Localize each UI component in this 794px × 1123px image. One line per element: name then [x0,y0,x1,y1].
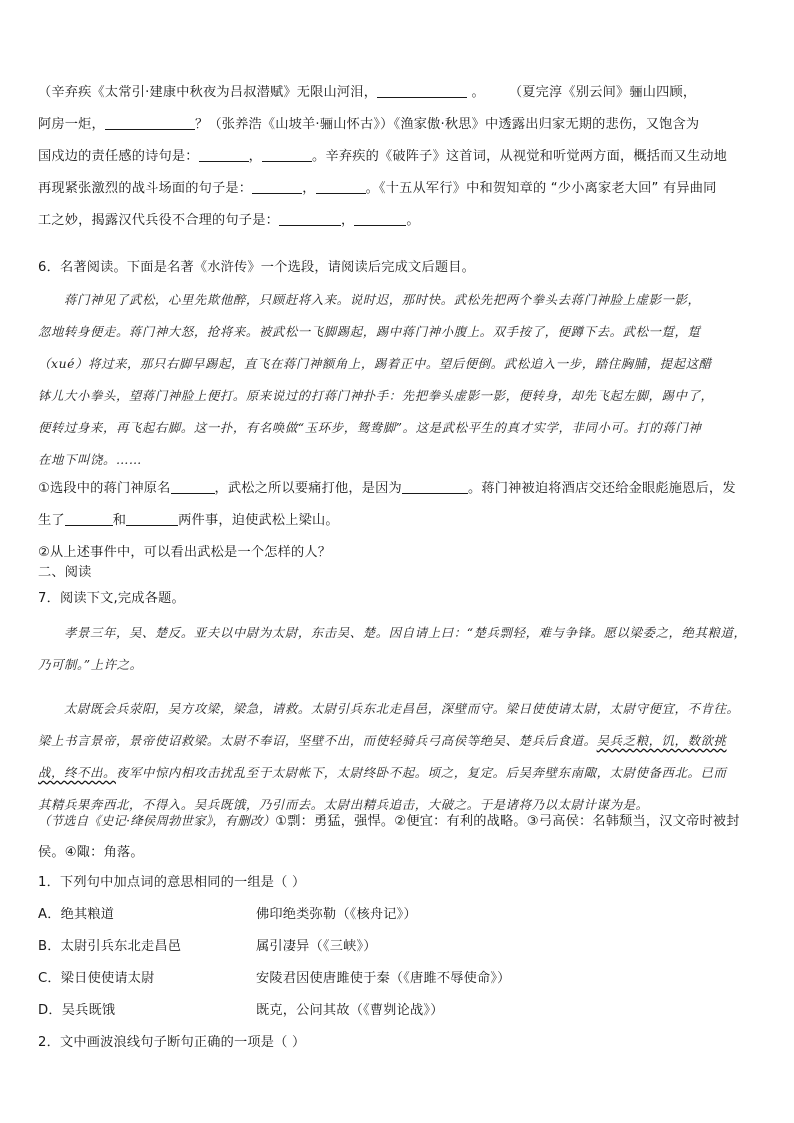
q6-sub-question-1-cont: 生了 和 两件事，迫使武松上梁山。 [38,513,339,528]
answer-blank[interactable] [279,213,341,226]
sub-question-2: 2．文中画波浪线句子断句正确的一项是（ ） [38,1035,306,1050]
wavy-underlined-sentence: 吴兵乏粮，饥，数欲挑 [596,733,727,748]
answer-blank[interactable] [65,513,113,526]
q5-line-4: 再现紧张激烈的战斗场面的句子是： ， 。《十五从军行》中和贺知章的 “少小离家老大回” 有异曲同 [38,181,717,196]
q5-line-1 [38,77,758,109]
answer-blank[interactable] [199,149,249,162]
passage-line: 乃可制。”上许之。 [38,657,143,672]
q5-block [38,77,758,237]
passage-line: （xué）将过来，那只右脚早踢起，直飞在蒋门神额角上，踢着正中。望后便倒。武松追入一步，踏住胸脯，提起这醋 [38,356,712,371]
q6-sub-question-1: ①选段中的蒋门神原名 ，武松之所以要痛打他，是因为 。蒋门神被迫将酒店交还给金眼彪施恩后，发 [38,481,736,496]
passage-line: 便转过身来，再飞起右脚。这一扑，有名唤做“玉环步，鸳鸯脚”。这是武松平生的真才实学，非同小可。打的蒋门神 [38,420,702,435]
answer-blank[interactable] [126,513,178,526]
q5-line-3: 国戍边的责任感的诗句是： ， 。辛弃疾的《破阵子》这首词，从视觉和听觉两方面，概括而又生动地 [38,149,728,164]
note-text: ①剽：勇猛，强悍。②便宜：有利的战略。③弓高侯：名韩颓当，汉文帝时被封 [275,814,740,829]
q5-line-5: 工之妙，揭露汉代兵役不合理的句子是： ， 。 [38,213,420,228]
q5-period: 。 [471,85,485,100]
q6-title: 6．名著阅读。下面是名著《水浒传》一个选段，请阅读后完成文后题目。 [38,260,475,275]
answer-blank[interactable] [262,149,312,162]
answer-blank[interactable] [354,213,406,226]
passage-line: 梁上书言景帝，景帝使诏救梁。太尉不奉诏，坚壁不出，而使轻骑兵弓高侯等绝吴、楚兵后食道。吴兵乏粮，饥，数欲挑 [38,733,727,748]
q5-source-2: （夏完淳《别云间》骊山四顾， [508,85,697,100]
answer-blank[interactable] [171,481,215,494]
q7-notes [38,805,758,869]
q7-title: 7．阅读下文,完成各题。 [38,591,185,606]
passage-line: 蒋门神见了武松，心里先欺他醉，只顾赶将入来。说时迟，那时快。武松先把两个拳头去蒋门神脸上虚影一影， [64,292,701,307]
answer-blank[interactable] [252,181,302,194]
passage-line: 太尉既会兵荥阳，吴方攻梁，梁急，请救。太尉引兵东北走昌邑，深壁而守。梁日使使请太尉，太尉守便宜，不肯往。 [64,701,740,716]
option-b[interactable]: B．太尉引兵东北走昌邑 属引凄异（《三峡》） [38,939,377,954]
answer-blank[interactable] [316,181,366,194]
passage-line: 在地下叫饶。…… [38,452,142,467]
passage-line: 钵儿大小拳头，望蒋门神脸上便打。原来说过的打蒋门神扑手：先把拳头虚影一影，便转身，却先飞起左脚，踢中了， [38,388,714,403]
q6-sub-question-2: ②从上述事件中，可以看出武松是一个怎样的人？ [38,545,332,560]
q7-questions [38,867,758,1059]
q7-passage [38,617,758,821]
q5-line-2: 阿房一炬， ？（张养浩《山坡羊·骊山怀古》）《渔家傲·秋思》中透露出归家无期的悲伤，又饱含为 [38,117,700,132]
q6-questions [38,473,758,569]
note-source: （节选自《史记·绛侯周勃世家》，有删改） [38,813,276,828]
note-text-cont: 侯。④陬：角落。 [38,845,144,860]
wavy-underlined-sentence: 战，终不出。 [38,765,116,780]
passage-line: 忽地转身便走。蒋门神大怒，抢将来。被武松一飞脚踢起，踢中蒋门神小腹上。双手按了，便蹲下去。武松一踅，踅 [38,324,701,339]
passage-line: 其精兵果奔西北，不得入。吴兵既饿，乃引而去。太尉出精兵追击，大破之。于是诸将乃以太尉计谋为是。 [38,797,649,812]
option-c[interactable]: C．梁日使使请太尉 安陵君因使唐雎使于秦（《唐雎不辱使命》） [38,971,511,986]
sub-question-1: 1．下列句中加点词的意思相同的一组是（ ） [38,875,306,890]
answer-blank[interactable] [377,85,467,98]
q6-passage [38,284,758,476]
option-d[interactable]: D．吴兵既饿 既克，公问其故（《曹刿论战》） [38,1003,444,1018]
passage-line: 战，终不出。夜军中惊内相攻击扰乱至于太尉帐下，太尉终卧不起。顷之，复定。后吴奔壁东南陬，太尉使备西北。已而 [38,765,727,780]
option-a[interactable]: A．绝其粮道 佛印绝类弥勒（《核舟记》） [38,907,417,922]
answer-blank[interactable] [402,481,468,494]
section-heading: 二、阅读 7．阅读下文,完成各题。 [38,560,758,612]
passage-line: 孝景三年，吴、楚反。亚夫以中尉为太尉，东击吴、楚。因自请上曰：“楚兵剽轻，难与争锋。愿以梁委之，绝其粮道， [64,625,747,640]
q5-source-1: （辛弃疾《太常引·建康中秋夜为吕叔潜赋》无限山河泪， [38,85,378,100]
answer-blank[interactable] [105,117,195,130]
